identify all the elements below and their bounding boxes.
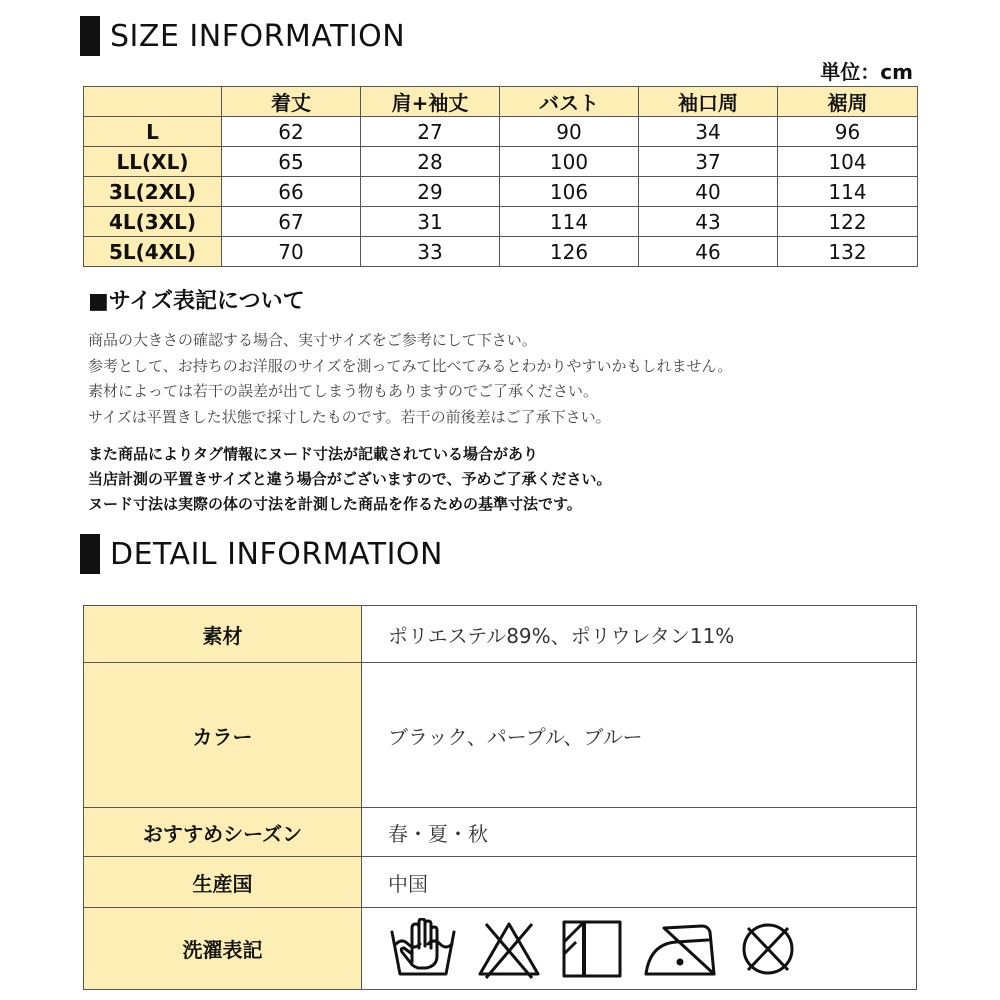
table-row	[84, 237, 918, 267]
size-header-cuff: 袖口周	[639, 87, 778, 117]
size-cell: 66	[222, 177, 361, 207]
detail-value: ポリエステル89%、ポリウレタン11%	[362, 606, 917, 663]
size-label: 4L(3XL)	[84, 207, 222, 237]
detail-label: カラー	[84, 663, 362, 808]
size-label: 5L(4XL)	[84, 237, 222, 267]
size-cell: 43	[639, 207, 778, 237]
size-section-header	[80, 17, 405, 55]
size-cell: 96	[778, 117, 918, 147]
size-cell: 126	[500, 237, 639, 267]
size-table-header-row	[84, 87, 918, 117]
detail-row-color	[84, 663, 917, 808]
detail-section-title: DETAIL INFORMATION	[110, 536, 443, 572]
detail-table	[83, 605, 917, 990]
detail-row-origin	[84, 857, 917, 908]
detail-row-material	[84, 606, 917, 663]
note-line: 商品の大きさの確認する場合、実寸サイズをご参考にして下さい。	[88, 331, 537, 349]
unit-label: 単位：cm	[820, 60, 913, 84]
table-row	[84, 147, 918, 177]
size-cell: 114	[778, 177, 918, 207]
detail-label: 素材	[84, 606, 362, 663]
detail-section-header	[80, 535, 443, 573]
no-tumble-dry-icon	[736, 918, 800, 980]
detail-label: 生産国	[84, 857, 362, 908]
size-cell: 90	[500, 117, 639, 147]
size-cell: 70	[222, 237, 361, 267]
size-label: L	[84, 117, 222, 147]
size-cell: 100	[500, 147, 639, 177]
size-header-shoulder-sleeve: 肩+袖丈	[361, 87, 500, 117]
size-cell: 106	[500, 177, 639, 207]
size-cell: 114	[500, 207, 639, 237]
size-header-bust: バスト	[500, 87, 639, 117]
size-cell: 122	[778, 207, 918, 237]
size-notes-bold	[88, 442, 612, 517]
care-symbols	[362, 908, 917, 990]
size-cell: 33	[361, 237, 500, 267]
note-bold-line: 当店計測の平置きサイズと違う場合がございますので、予めご了承ください。	[88, 470, 612, 488]
section-marker	[80, 534, 100, 574]
size-cell: 27	[361, 117, 500, 147]
note-line: 参考として、お持ちのお洋服のサイズを測ってみて比べてみるとわかりやすいかもしれません。	[88, 356, 733, 375]
size-label: LL(XL)	[84, 147, 222, 177]
detail-value: ブラック、パープル、ブルー	[362, 663, 917, 808]
size-notes	[88, 328, 732, 430]
note-line: サイズは平置きした状態で採寸したものです。若干の前後差はご了承下さい。	[88, 407, 611, 426]
detail-row-season	[84, 808, 917, 857]
detail-row-care	[84, 908, 917, 990]
note-bold-line: ヌード寸法は実際の体の寸法を計測した商品を作るための基準寸法です。	[88, 495, 582, 513]
dry-flat-icon	[560, 918, 624, 980]
iron-low-icon	[642, 918, 718, 980]
size-cell: 29	[361, 177, 500, 207]
section-marker	[80, 16, 100, 56]
size-cell: 28	[361, 147, 500, 177]
size-cell: 104	[778, 147, 918, 177]
size-cell: 65	[222, 147, 361, 177]
hand-wash-icon	[388, 918, 458, 980]
table-row	[84, 177, 918, 207]
size-table	[83, 86, 918, 267]
size-header-hem: 裾周	[778, 87, 918, 117]
detail-label: 洗濯表記	[84, 908, 362, 990]
detail-value: 春・夏・秋	[362, 808, 917, 857]
no-bleach-icon	[476, 918, 542, 980]
size-cell: 37	[639, 147, 778, 177]
size-header-corner	[84, 87, 222, 117]
size-cell: 34	[639, 117, 778, 147]
table-row	[84, 117, 918, 147]
table-row	[84, 207, 918, 237]
size-cell: 46	[639, 237, 778, 267]
note-bold-line: また商品によりタグ情報にヌード寸法が記載されている場合があり	[88, 445, 539, 463]
size-notes-heading: ■サイズ表記について	[88, 289, 305, 314]
size-cell: 62	[222, 117, 361, 147]
note-line: 素材によっては若干の誤差が出てしまう物もありますのでご了承ください。	[88, 382, 599, 400]
detail-label: おすすめシーズン	[84, 808, 362, 857]
care-icons-row	[388, 909, 916, 989]
detail-value: 中国	[362, 857, 917, 908]
size-cell: 67	[222, 207, 361, 237]
size-cell: 132	[778, 237, 918, 267]
size-cell: 31	[361, 207, 500, 237]
size-cell: 40	[639, 177, 778, 207]
size-label: 3L(2XL)	[84, 177, 222, 207]
size-header-length: 着丈	[222, 87, 361, 117]
size-section-title: SIZE INFORMATION	[110, 18, 406, 54]
